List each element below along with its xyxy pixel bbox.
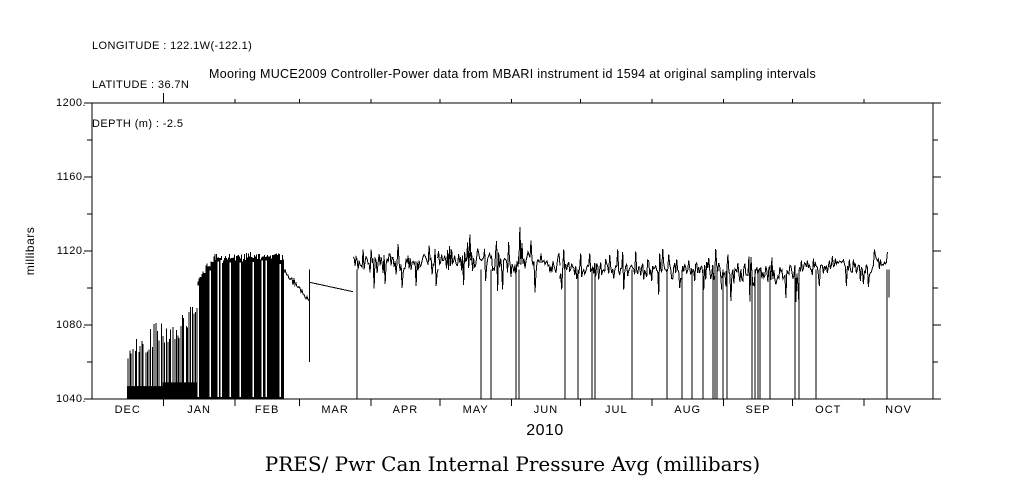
y-tick-1200: 1200. bbox=[55, 97, 86, 109]
x-axis-year-label: 2010 bbox=[526, 422, 564, 439]
x-tick-jun: JUN bbox=[533, 404, 559, 416]
x-tick-dec: DEC bbox=[114, 404, 141, 416]
x-tick-feb: FEB bbox=[254, 404, 280, 416]
y-tick-1080: 1080. bbox=[55, 319, 86, 331]
variable-title: PRES/ Pwr Can Internal Pressure Avg (millibars) bbox=[264, 452, 761, 476]
plot-title: Mooring MUCE2009 Controller-Power data from MBARI instrument id 1594 at original sampling intervals bbox=[208, 67, 817, 81]
x-tick-sep: SEP bbox=[745, 404, 771, 416]
x-tick-apr: APR bbox=[392, 404, 419, 416]
y-tick-1040: 1040. bbox=[55, 393, 86, 405]
x-tick-nov: NOV bbox=[885, 404, 913, 416]
longitude-label: LONGITUDE : 122.1W(-122.1) bbox=[92, 40, 253, 52]
x-tick-jan: JAN bbox=[187, 404, 211, 416]
x-tick-oct: OCT bbox=[815, 404, 842, 416]
y-tick-1120: 1120. bbox=[56, 245, 86, 257]
x-tick-may: MAY bbox=[462, 404, 489, 416]
x-tick-aug: AUG bbox=[674, 404, 702, 416]
x-tick-jul: JUL bbox=[605, 404, 628, 416]
x-tick-mar: MAR bbox=[321, 404, 349, 416]
y-tick-1160: 1160. bbox=[56, 171, 86, 183]
depth-label: DEPTH (m) : -2.5 bbox=[92, 118, 184, 130]
y-axis-label: millibars bbox=[23, 226, 37, 276]
latitude-label: LATITUDE : 36.7N bbox=[92, 79, 190, 91]
